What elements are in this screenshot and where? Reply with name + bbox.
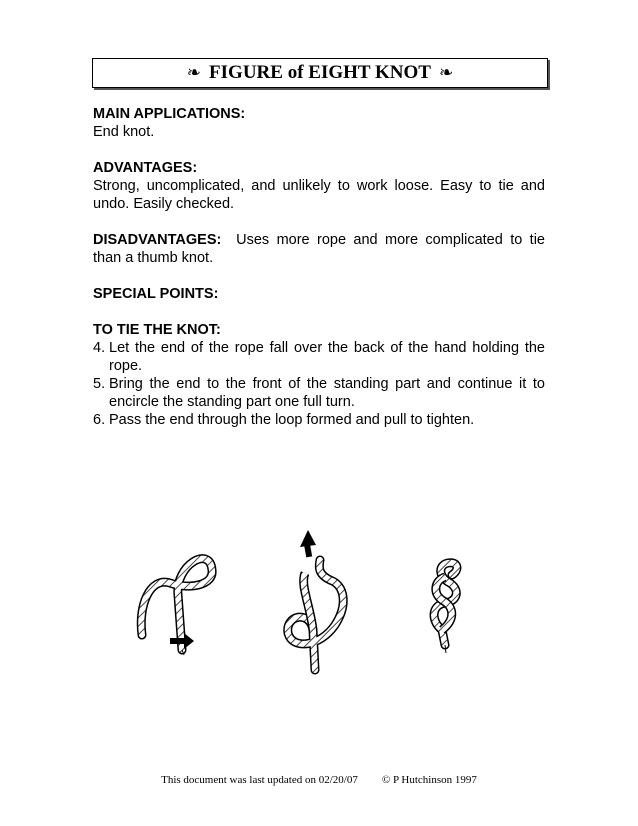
advantages-heading: ADVANTAGES: xyxy=(93,160,198,176)
left-ornament-icon: ❧ xyxy=(186,63,202,82)
right-ornament-icon: ❧ xyxy=(438,63,454,82)
step-text: Let the end of the rope fall over the back of the hand holding the rope. xyxy=(109,340,545,374)
step-text: Bring the end to the front of the standing part and continue it to encircle the standing part one full turn. xyxy=(109,376,545,410)
knot-illustrations xyxy=(120,525,500,675)
to-tie-section xyxy=(93,321,545,429)
disadvantages-text: Uses more rope and more complicated to tie than a thumb knot. xyxy=(93,232,550,266)
list-item xyxy=(93,375,545,411)
step-text: Pass the end through the loop formed and pull to tighten. xyxy=(109,412,475,428)
special-points-heading: SPECIAL POINTS: xyxy=(93,286,219,302)
copyright-text: © P Hutchinson 1997 xyxy=(381,774,477,786)
document-body xyxy=(93,105,550,447)
knot-step-3-illustration xyxy=(434,563,457,653)
disadvantages-section xyxy=(93,231,550,267)
advantages-text: Strong, uncomplicated, and unlikely to work loose. Easy to tie and undo. Easily checked. xyxy=(93,178,545,212)
knot-step-1-illustration xyxy=(141,559,212,655)
step-number: 4. xyxy=(93,340,106,356)
list-item xyxy=(93,411,545,429)
advantages-section xyxy=(93,159,545,213)
step-number: 6. xyxy=(93,412,106,428)
arrow-up-icon xyxy=(300,530,316,557)
disadvantages-heading: DISADVANTAGES: xyxy=(93,232,222,248)
to-tie-heading: TO TIE THE KNOT: xyxy=(93,322,221,338)
list-item xyxy=(93,339,545,375)
title-box xyxy=(92,58,548,88)
page-title: FIGURE of EIGHT KNOT xyxy=(209,62,431,83)
main-applications-text: End knot. xyxy=(93,124,155,140)
main-applications-heading: MAIN APPLICATIONS: xyxy=(93,106,246,122)
knot-step-2-illustration xyxy=(288,530,343,670)
main-applications-section xyxy=(93,105,545,141)
last-updated-text: This document was last updated on 02/20/07 xyxy=(161,774,358,786)
steps-list xyxy=(93,339,545,429)
step-number: 5. xyxy=(93,376,106,392)
page-footer xyxy=(0,774,638,786)
special-points-section xyxy=(93,285,545,303)
